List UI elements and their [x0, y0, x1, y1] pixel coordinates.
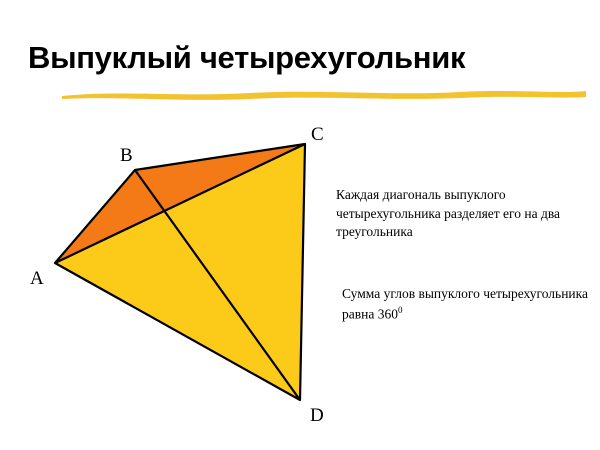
page-title: Выпуклый четырехугольник [28, 40, 466, 75]
note-angles-superscript: 0 [397, 304, 403, 315]
note-angles-text [342, 285, 588, 324]
vertex-label-c: C [311, 124, 324, 145]
note-diagonal-text: Каждая диагональ выпуклого четырехугольника разделяет его на два треугольника [336, 187, 561, 240]
vertex-label-d: D [310, 405, 324, 426]
convex-quadrilateral-diagram [0, 100, 360, 450]
vertex-label-a: A [30, 268, 44, 289]
title-underline-decoration [60, 88, 588, 100]
vertex-label-b: B [120, 145, 133, 166]
note-angles-main: Сумма углов выпуклого четырехугольника равна 360 [342, 286, 588, 322]
